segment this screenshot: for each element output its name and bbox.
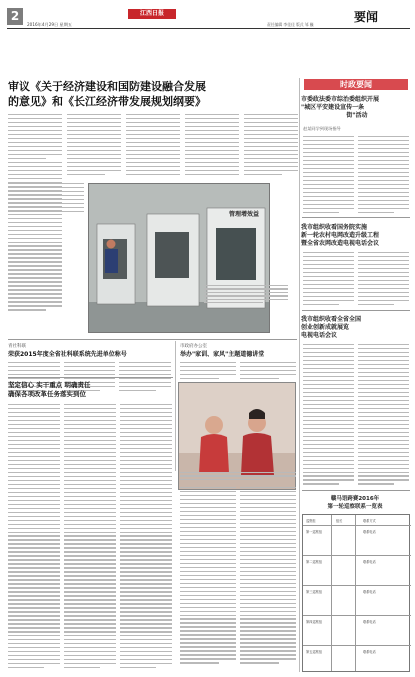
story1-line-3: 街"活动 (346, 112, 368, 119)
table-title-line-2: 第一轮巡察联系一览表 (327, 504, 383, 510)
story2-line-1: 我市组织收看国务院实施 (301, 224, 368, 231)
mid-center-headline: 举办"家训、家风"主题道德讲堂 (180, 351, 265, 358)
right-divider-3 (302, 490, 410, 491)
table-title-line-1: 赣马语跨赛2016年 (330, 496, 380, 502)
mid-left-kicker: 青社科联 (8, 344, 26, 349)
editor-line: 责任编辑 李佳佳 版式 邹 巍 (267, 22, 314, 27)
photo-title: 管理增效益 (229, 211, 260, 218)
table-cell: 联系电话 (363, 560, 376, 564)
news-banner: 时政要闻 (304, 79, 408, 90)
table-row (303, 615, 411, 616)
table-col-split-2 (355, 515, 356, 671)
story1-line-2: "城区平安建设宣传一条 (301, 104, 365, 111)
table-row (303, 525, 411, 526)
story3-line-3: 电视电话会议 (301, 332, 338, 339)
table-cell: 联系电话 (363, 530, 376, 534)
table-cell: 第一巡察组 (306, 530, 322, 534)
table-cell: 第五巡察组 (306, 650, 322, 654)
dateline: 2016年4月29日 星期五 (27, 22, 73, 27)
lead-headline-line-1: 审议《关于经济建设和国防建设融合发展 (8, 80, 206, 93)
right-divider-2 (302, 310, 410, 311)
table-row (303, 555, 411, 556)
story2-line-2: 新一轮农村电网改造升级工程 (301, 232, 380, 239)
bottom-left-headline (8, 381, 173, 399)
table-header-cell: 联系方式 (363, 519, 376, 523)
story1-headline (301, 96, 413, 120)
story3-body (303, 344, 409, 487)
table-cell: 联系电话 (363, 650, 376, 654)
table-cell: 联系电话 (363, 590, 376, 594)
mid-divider (8, 339, 297, 340)
table-cell: 第二巡察组 (306, 560, 322, 564)
story2-headline (301, 224, 413, 248)
mid-center-body (180, 362, 296, 382)
newspaper-logo: 江西日报 (128, 9, 176, 19)
table-headline (301, 495, 409, 511)
masthead-divider (7, 28, 410, 29)
table-row (303, 645, 411, 646)
story3-headline (301, 316, 413, 340)
page-number: 2 (7, 8, 23, 25)
bottom-center-body (180, 487, 296, 666)
lead-headline-line-2: 的意见》和《长江经济带发展规划纲要》 (8, 95, 206, 108)
section-title: 要闻 (354, 10, 379, 24)
mid-column-divider (175, 341, 176, 471)
factory-machines-illustration (89, 184, 270, 333)
bottom-left-line-2: 确保各项改革任务落实到位 (8, 390, 86, 398)
story2-line-3: 暨全省农网改造电视电话会议 (301, 240, 380, 247)
mid-left-headline: 荣获2015年度全省社科联系统先进单位称号 (8, 351, 127, 358)
photo-caption (204, 285, 288, 306)
right-divider-1 (302, 217, 410, 218)
right-column-divider (299, 78, 300, 672)
factory-photo (88, 183, 270, 333)
lead-headline (8, 79, 268, 109)
mid-center-kicker: 市政府办公室 (180, 344, 207, 349)
story2-body (303, 252, 409, 308)
story3-line-1: 我市组织收看全省全国 (301, 316, 362, 323)
left-photo-side-text (8, 183, 84, 215)
table-cell: 第三巡察组 (306, 590, 322, 594)
masthead (0, 0, 415, 42)
story1-subtitle: 赵某同学到现场指导 (303, 126, 341, 131)
table-header-cell: 组长 (336, 519, 343, 523)
table-cell: 联系电话 (363, 620, 376, 624)
table-cell: 第四巡察组 (306, 620, 322, 624)
bottom-left-line-1: 坚定信心 实干重点 明确责任 (8, 381, 91, 389)
inspection-table (302, 514, 410, 672)
table-col-split-1 (331, 515, 332, 671)
table-row (303, 585, 411, 586)
story1-line-1: 市委政法委市综治委组织开展 (301, 96, 380, 103)
bottom-left-body-top (8, 404, 173, 671)
table-header-cell: 巡察组 (306, 519, 316, 523)
story1-body (303, 136, 409, 216)
volunteers-photo-caption (180, 472, 296, 483)
story3-line-2: 创业创新成就展览 (301, 324, 350, 331)
bottom-left-divider (8, 377, 173, 378)
